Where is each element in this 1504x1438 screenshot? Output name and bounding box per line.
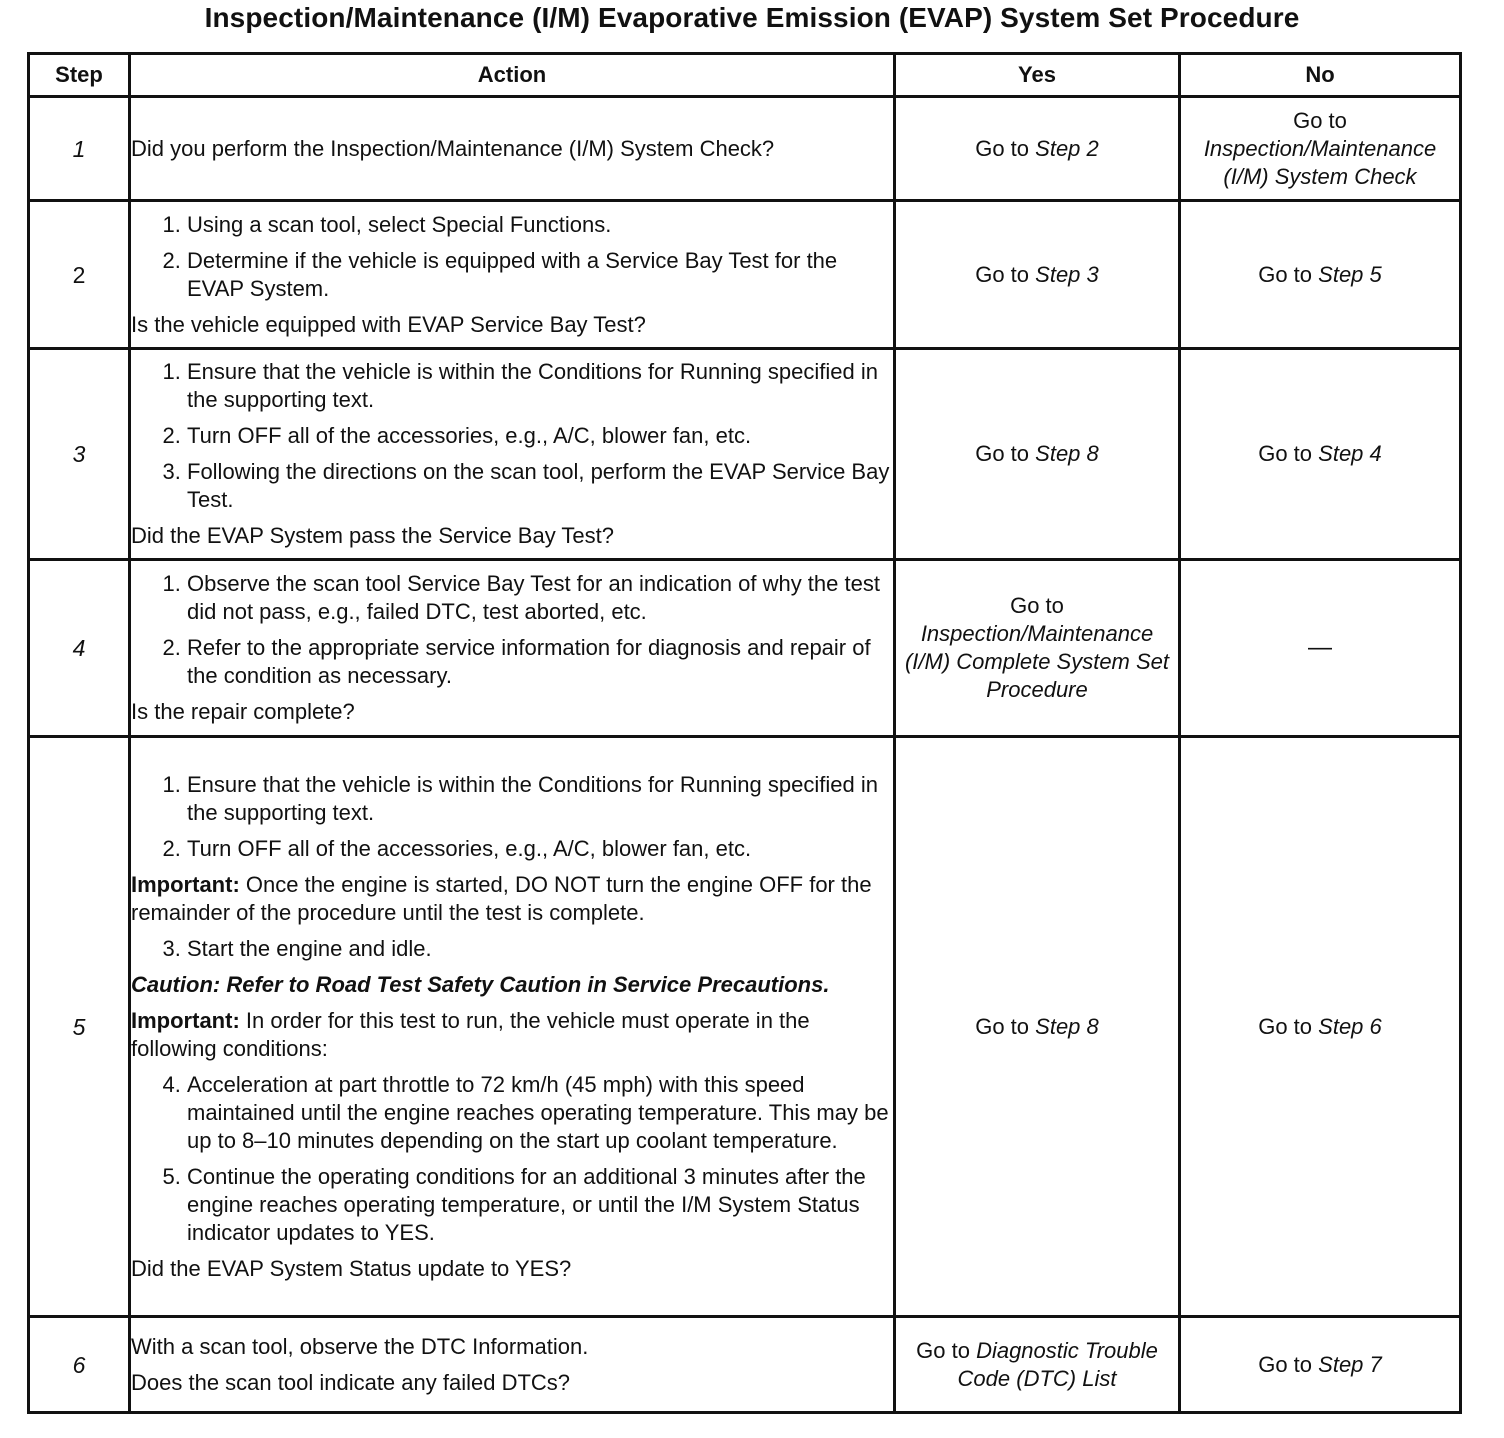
goto-text: Go to [1258,1013,1313,1039]
yes-link[interactable]: Inspection/Maintenance (I/M) Complete System Set Procedure [904,621,1170,702]
yes-link[interactable]: Step 8 [1035,441,1099,466]
action-cell [130,201,895,349]
yes-cell [895,1317,1180,1413]
important-text: In order for this test to run, the vehicle must operate in the following conditions: [131,1007,810,1061]
no-link[interactable]: Step 6 [1318,1013,1382,1039]
header-action: Action [130,54,895,97]
action-cell [130,560,895,737]
step-number: 1 [29,97,130,201]
yes-link[interactable]: Step 8 [1035,1013,1099,1039]
action-cell [130,349,895,560]
action-cell [130,1317,895,1413]
header-no: No [1180,54,1461,97]
step-number: 3 [29,349,130,560]
step-number: 5 [29,737,130,1317]
no-link[interactable]: Inspection/Maintenance (I/M) System Check [1203,135,1437,189]
list-item: 4. Acceleration at part throttle to 72 km/h (45 mph) with this speed maintained until the engine reaches operating temperature. This may be up to 8–10 minutes depending on the start up coolant temperature. [187,1071,893,1155]
table-row [29,97,1461,201]
step-list [131,211,893,303]
list-item: 2. Turn OFF all of the accessories, e.g., A/C, blower fan, etc. [187,835,893,863]
goto-text: Go to [975,441,1030,466]
goto-text: Go to [1258,261,1313,287]
no-cell [1180,201,1461,349]
step-number: 2 [29,201,130,349]
goto-text: Go to [1258,441,1313,466]
step-list [131,771,893,863]
question: Did the EVAP System pass the Service Bay Test? [131,523,615,548]
yes-cell [895,349,1180,560]
goto-text: Go to [1293,107,1347,133]
list-item: 3. Following the directions on the scan tool, perform the EVAP Service Bay Test. [187,458,893,514]
step-list [131,570,893,690]
list-item: 1. Ensure that the vehicle is within the Conditions for Running specified in the supporting text. [187,771,893,827]
list-item: 5. Continue the operating conditions for an additional 3 minutes after the engine reaches operating temperature, or until the I/M System Status indicator updates to YES. [187,1163,893,1247]
action-line: With a scan tool, observe the DTC Information. [131,1333,589,1359]
no-link[interactable]: Step 7 [1318,1351,1382,1377]
question: Is the repair complete? [131,699,355,724]
step-list [131,1071,893,1247]
question: Did the EVAP System Status update to YES? [131,1255,572,1281]
goto-text: Go to [975,1013,1030,1039]
list-item: 2. Determine if the vehicle is equipped with a Service Bay Test for the EVAP System. [187,247,893,303]
header-step: Step [29,54,130,97]
action-cell [130,737,895,1317]
list-item: 1. Observe the scan tool Service Bay Test for an indication of why the test did not pass, e.g., failed DTC, test aborted, etc. [187,570,893,626]
table-row [29,201,1461,349]
page-title: Inspection/Maintenance (I/M) Evaporative Emission (EVAP) System Set Procedure [204,2,1300,33]
caution-note: Caution: Refer to Road Test Safety Caution in Service Precautions. [131,971,830,997]
action-cell [130,97,895,201]
no-cell [1180,97,1461,201]
yes-link[interactable]: Step 2 [1035,135,1099,161]
important-note [131,1007,893,1063]
step-number: 4 [29,560,130,737]
yes-link[interactable]: Step 3 [1035,261,1099,287]
yes-link[interactable]: Diagnostic Trouble Code (DTC) List [957,1337,1158,1391]
question: Is the vehicle equipped with EVAP Service Bay Test? [131,311,646,337]
no-link[interactable]: Step 5 [1318,261,1382,287]
important-label: Important: [131,871,240,897]
no-cell [1180,737,1461,1317]
no-cell [1180,349,1461,560]
goto-text: Go to [916,1337,970,1363]
list-item: 3. Start the engine and idle. [187,935,893,963]
header-yes: Yes [895,54,1180,97]
step-list [131,358,893,514]
header-row [29,54,1461,97]
goto-text: Go to [975,261,1030,287]
step-list [131,935,893,963]
table-row [29,560,1461,737]
yes-cell [895,201,1180,349]
goto-text: Go to [975,135,1030,161]
list-item: 2. Refer to the appropriate service information for diagnosis and repair of the condition as necessary. [187,634,893,690]
step-number: 6 [29,1317,130,1413]
list-item: 1. Using a scan tool, select Special Functions. [187,211,893,239]
procedure-table [27,52,1462,1414]
no-cell [1180,1317,1461,1413]
no-cell [1180,560,1461,737]
yes-cell [895,97,1180,201]
question: Did you perform the Inspection/Maintenance (I/M) System Check? [131,135,775,161]
yes-cell [895,737,1180,1317]
important-text: Once the engine is started, DO NOT turn the engine OFF for the remainder of the procedure until the test is complete. [131,871,872,925]
table-row [29,1317,1461,1413]
goto-text: Go to [1258,1351,1313,1377]
yes-cell [895,560,1180,737]
list-item: 2. Turn OFF all of the accessories, e.g., A/C, blower fan, etc. [187,422,893,450]
important-note [131,871,893,927]
question: Does the scan tool indicate any failed DTCs? [131,1369,571,1395]
no-dash: — [1308,634,1332,661]
no-link[interactable]: Step 4 [1318,441,1382,466]
goto-text: Go to [1010,593,1064,618]
important-label: Important: [131,1007,240,1033]
list-item: 1. Ensure that the vehicle is within the Conditions for Running specified in the supporting text. [187,358,893,414]
table-row [29,349,1461,560]
table-row [29,737,1461,1317]
